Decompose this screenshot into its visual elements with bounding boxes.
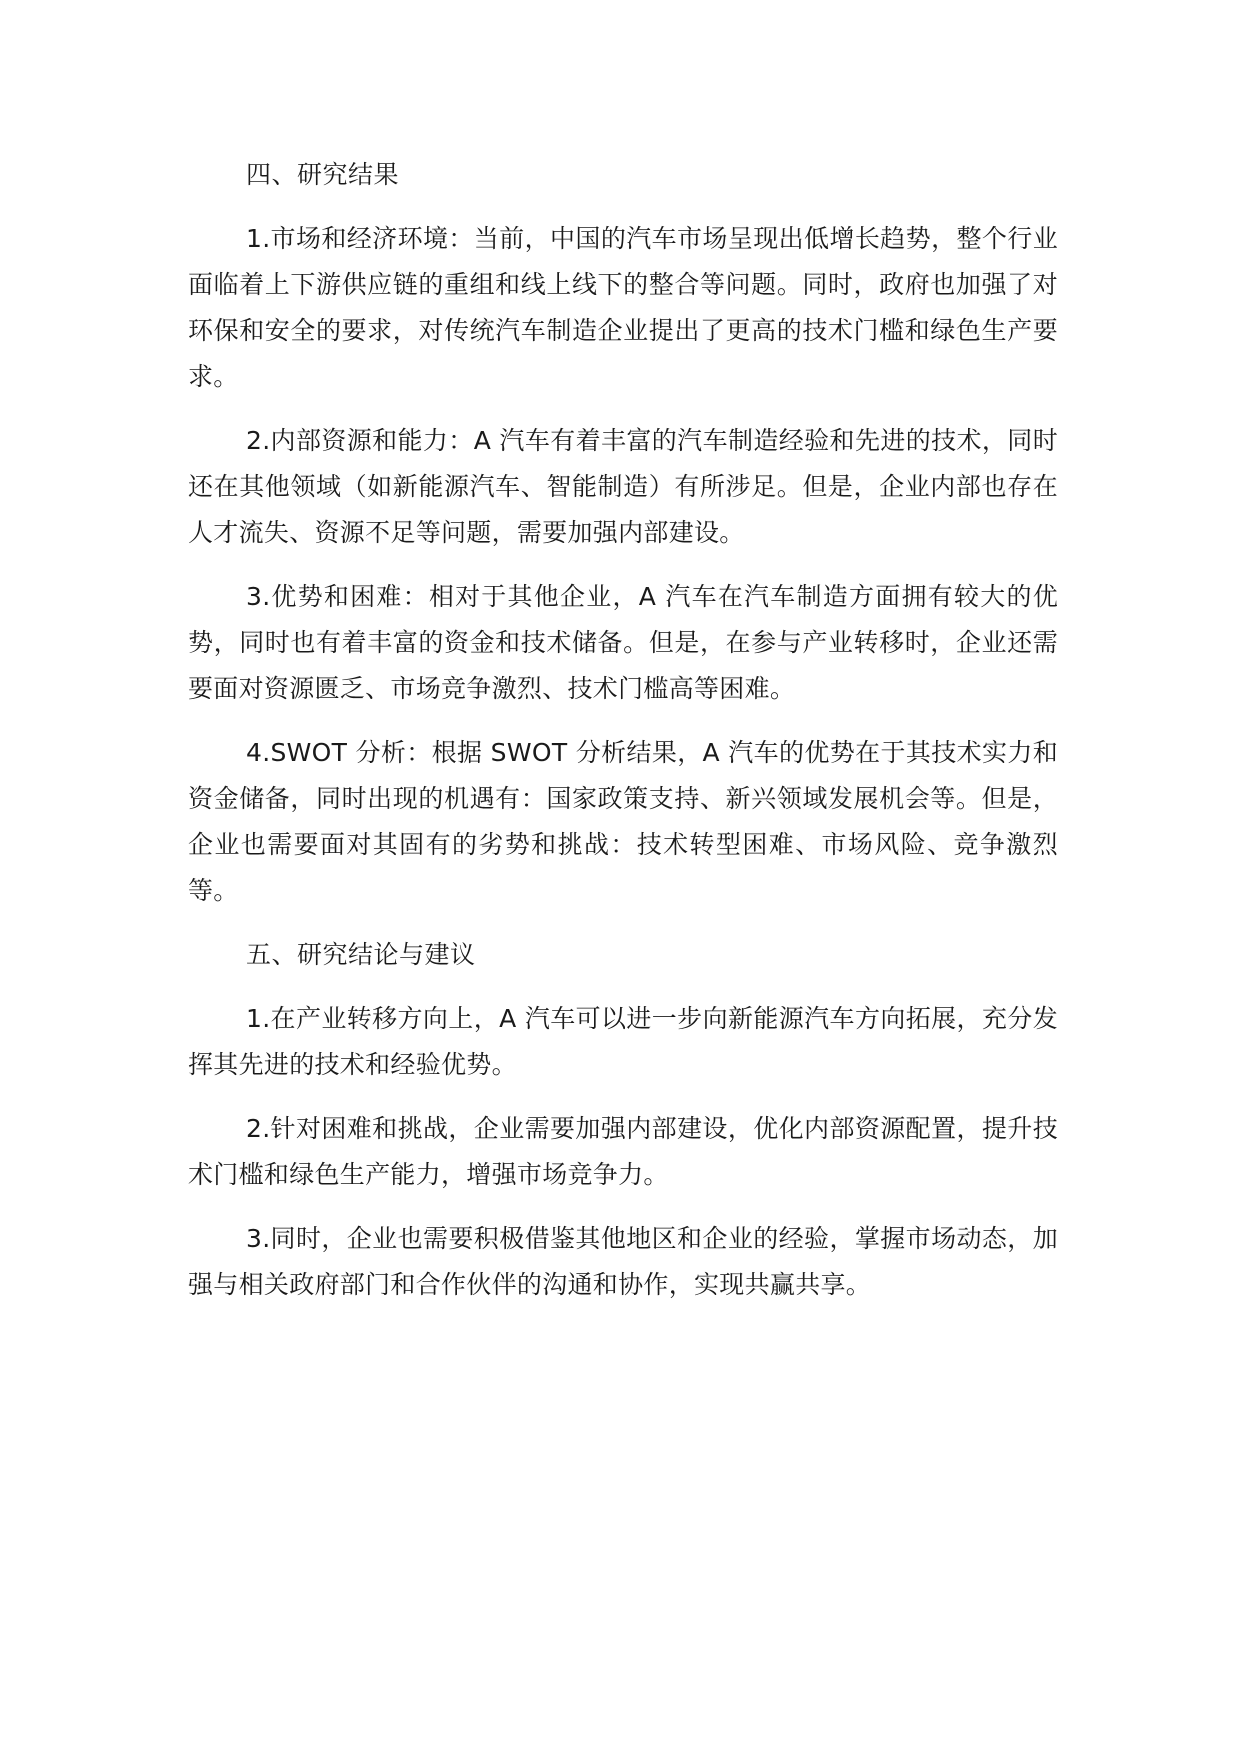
paragraph-internal-resources: 2.内部资源和能力：A 汽车有着丰富的汽车制造经验和先进的技术，同时还在其他领域（如新能源汽车、智能制造）有所涉足。但是，企业内部也存在人才流失、资源不足等问题，需要加强内部建设。 [188,426,1058,547]
paragraph-learning-cooperation: 3.同时，企业也需要积极借鉴其他地区和企业的经验，掌握市场动态，加强与相关政府部门和合作伙伴的沟通和协作，实现共赢共享。 [188,1224,1058,1299]
paragraph-swot-analysis: 4.SWOT 分析：根据 SWOT 分析结果，A 汽车的优势在于其技术实力和资金储备，同时出现的机遇有：国家政策支持、新兴领域发展机会等。但是，企业也需要面对其固有的劣势和挑战：技术转型困难、市场风险、竞争激烈等。 [188,738,1058,905]
section-heading-conclusions: 五、研究结论与建议 [246,940,476,969]
document-body [188,152,1058,1326]
paragraph-transfer-direction: 1.在产业转移方向上，A 汽车可以进一步向新能源汽车方向拓展，充分发挥其先进的技术和经验优势。 [188,1004,1058,1079]
paragraph-market-environment: 1.市场和经济环境：当前，中国的汽车市场呈现出低增长趋势，整个行业面临着上下游供应链的重组和线上线下的整合等问题。同时，政府也加强了对环保和安全的要求，对传统汽车制造企业提出了更高的技术门槛和绿色生产要求。 [188,224,1058,391]
section-heading-results: 四、研究结果 [246,160,400,189]
paragraph-challenges-response: 2.针对困难和挑战，企业需要加强内部建设，优化内部资源配置，提升技术门槛和绿色生产能力，增强市场竞争力。 [188,1114,1058,1189]
paragraph-advantages-difficulties: 3.优势和困难：相对于其他企业，A 汽车在汽车制造方面拥有较大的优势，同时也有着丰富的资金和技术储备。但是，在参与产业转移时，企业还需要面对资源匮乏、市场竞争激烈、技术门槛高等困难。 [188,582,1058,703]
